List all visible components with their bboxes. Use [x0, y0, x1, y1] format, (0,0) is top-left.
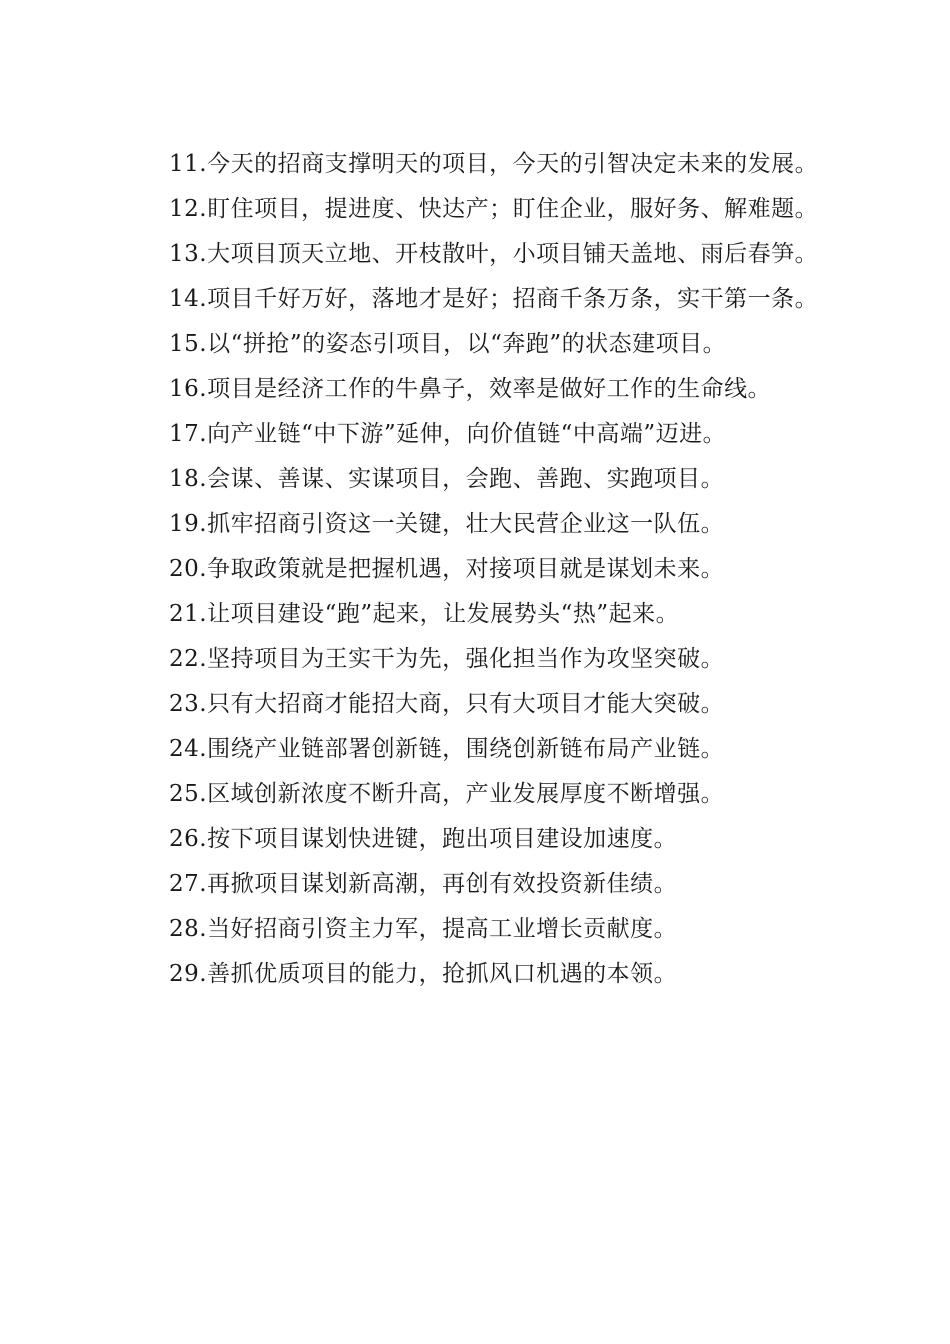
slogan-item-14: 14.项目千好万好，落地才是好；招商千条万条，实干第一条。 — [169, 286, 819, 312]
slogan-text: 盯住项目，提进度、快达产；盯住企业，服好务、解难题。 — [207, 196, 819, 222]
slogan-item-19: 19.抓牢招商引资这一关键，壮大民营企业这一队伍。 — [169, 511, 725, 537]
slogan-text: 区域创新浓度不断升高，产业发展厚度不断增强。 — [207, 781, 725, 807]
slogan-text: 再掀项目谋划新高潮，再创有效投资新佳绩。 — [207, 871, 678, 897]
slogan-text: 项目千好万好，落地才是好；招商千条万条，实干第一条。 — [207, 286, 819, 312]
slogan-item-25: 25.区域创新浓度不断升高，产业发展厚度不断增强。 — [169, 781, 725, 807]
slogan-item-23: 23.只有大招商才能招大商，只有大项目才能大突破。 — [169, 691, 725, 717]
slogan-item-27: 27.再掀项目谋划新高潮，再创有效投资新佳绩。 — [169, 871, 678, 897]
slogan-item-26: 26.按下项目谋划快进键，跑出项目建设加速度。 — [169, 826, 678, 852]
slogan-text: 争取政策就是把握机遇，对接项目就是谋划未来。 — [207, 556, 725, 582]
slogan-item-29: 29.善抓优质项目的能力，抢抓风口机遇的本领。 — [169, 961, 678, 987]
slogan-text: 让项目建设“跑”起来，让发展势头“热”起来。 — [207, 601, 680, 627]
slogan-text: 善抓优质项目的能力，抢抓风口机遇的本领。 — [207, 961, 678, 987]
slogan-text: 坚持项目为王实干为先，强化担当作为攻坚突破。 — [207, 646, 725, 672]
slogan-item-20: 20.争取政策就是把握机遇，对接项目就是谋划未来。 — [169, 556, 725, 582]
slogan-item-12: 12.盯住项目，提进度、快达产；盯住企业，服好务、解难题。 — [169, 196, 819, 222]
slogan-text: 抓牢招商引资这一关键，壮大民营企业这一队伍。 — [207, 511, 725, 537]
slogan-text: 当好招商引资主力军，提高工业增长贡献度。 — [207, 916, 678, 942]
slogan-text: 大项目顶天立地、开枝散叶，小项目铺天盖地、雨后春笋。 — [207, 241, 819, 267]
slogan-text: 项目是经济工作的牛鼻子，效率是做好工作的生命线。 — [207, 376, 772, 402]
slogan-item-15: 15.以“拼抢”的姿态引项目，以“奔跑”的状态建项目。 — [169, 331, 727, 357]
slogan-item-17: 17.向产业链“中下游”延伸，向价值链“中高端”迈进。 — [169, 421, 727, 447]
slogan-item-11: 11.今天的招商支撑明天的项目，今天的引智决定未来的发展。 — [169, 151, 819, 177]
slogan-text: 以“拼抢”的姿态引项目，以“奔跑”的状态建项目。 — [207, 331, 727, 357]
slogan-text: 会谋、善谋、实谋项目，会跑、善跑、实跑项目。 — [207, 466, 725, 492]
slogan-item-28: 28.当好招商引资主力军，提高工业增长贡献度。 — [169, 916, 678, 942]
slogan-item-21: 21.让项目建设“跑”起来，让发展势头“热”起来。 — [169, 601, 680, 627]
slogan-text: 按下项目谋划快进键，跑出项目建设加速度。 — [207, 826, 678, 852]
slogan-list — [118, 142, 822, 997]
slogan-item-13: 13.大项目顶天立地、开枝散叶，小项目铺天盖地、雨后春笋。 — [169, 241, 819, 267]
slogan-text: 围绕产业链部署创新链，围绕创新链布局产业链。 — [207, 736, 725, 762]
slogan-item-22: 22.坚持项目为王实干为先，强化担当作为攻坚突破。 — [169, 646, 725, 672]
slogan-item-16: 16.项目是经济工作的牛鼻子，效率是做好工作的生命线。 — [169, 376, 772, 402]
slogan-item-24: 24.围绕产业链部署创新链，围绕创新链布局产业链。 — [169, 736, 725, 762]
slogan-text: 只有大招商才能招大商，只有大项目才能大突破。 — [207, 691, 725, 717]
slogan-text: 今天的招商支撑明天的项目，今天的引智决定未来的发展。 — [207, 151, 819, 177]
slogan-text: 向产业链“中下游”延伸，向价值链“中高端”迈进。 — [207, 421, 727, 447]
slogan-item-18: 18.会谋、善谋、实谋项目，会跑、善跑、实跑项目。 — [169, 466, 725, 492]
